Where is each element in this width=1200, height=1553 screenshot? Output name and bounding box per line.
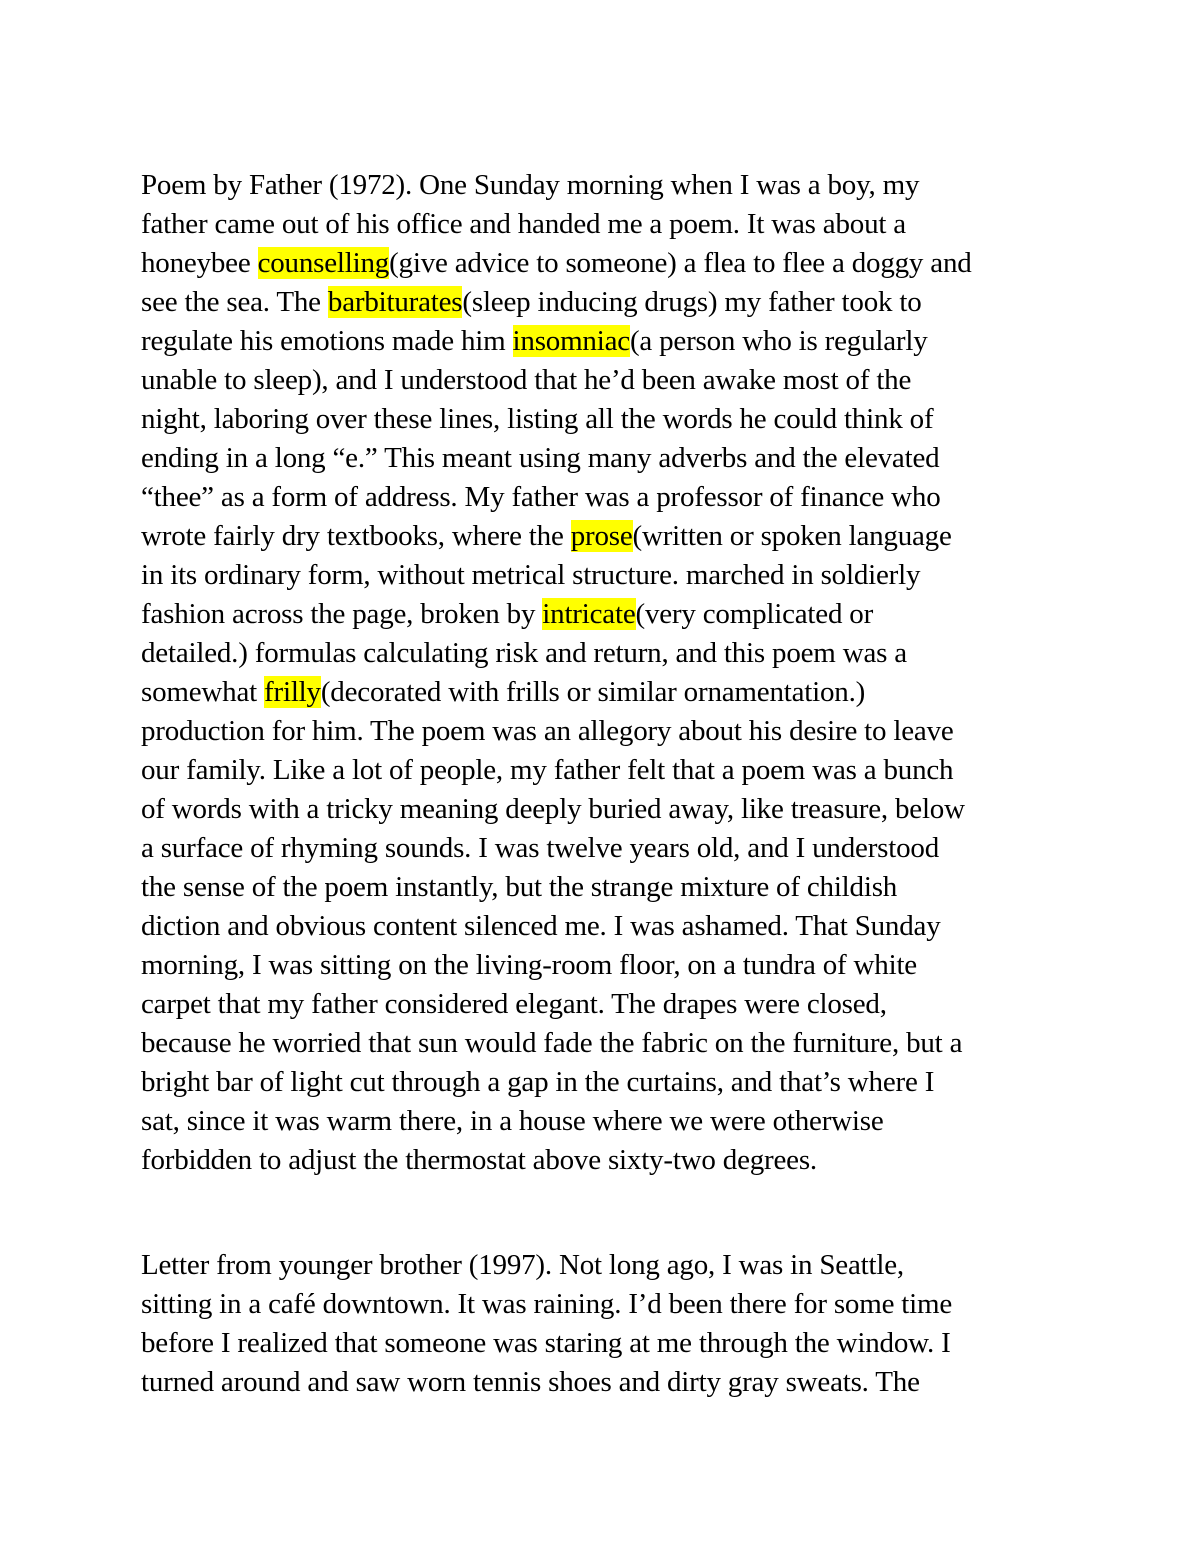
text-segment: ending in a long “e.” This meant using many adverbs and the elevated <box>141 442 940 474</box>
text-segment: somewhat <box>141 676 265 708</box>
text-segment: detailed.) formulas calculating risk and return, and this poem was a <box>141 637 907 669</box>
text-segment: “thee” as a form of address. My father was a professor of finance who <box>141 481 941 513</box>
text-line <box>141 556 1101 595</box>
text-line <box>141 1102 1101 1141</box>
text-segment: unable to sleep), and I understood that he’d been awake most of the <box>141 364 912 396</box>
text-line <box>141 439 1101 478</box>
text-segment: sitting in a café downtown. It was raining. I’d been there for some time <box>141 1288 953 1320</box>
text-line <box>141 829 1101 868</box>
text-line <box>141 205 1101 244</box>
text-line <box>141 478 1101 517</box>
text-segment: (very complicated or <box>635 598 874 630</box>
paragraph-poem-by-father <box>141 166 1101 1180</box>
text-line <box>141 985 1101 1024</box>
text-line <box>141 868 1101 907</box>
text-segment: in its ordinary form, without metrical structure. marched in soldierly <box>141 559 921 591</box>
text-line <box>141 751 1101 790</box>
text-line <box>141 166 1101 205</box>
text-line <box>141 400 1101 439</box>
text-line <box>141 517 1101 556</box>
text-line <box>141 673 1101 712</box>
text-line <box>141 1285 1101 1324</box>
text-segment: honeybee <box>141 247 258 279</box>
text-segment: see the sea. The <box>141 286 328 318</box>
text-line <box>141 361 1101 400</box>
text-segment: Letter from younger brother (1997). Not long ago, I was in Seattle, <box>141 1249 904 1281</box>
highlighted-term: intricate <box>542 598 636 630</box>
highlighted-term: frilly <box>264 676 321 708</box>
text-segment: night, laboring over these lines, listing all the words he could think of <box>141 403 934 435</box>
highlighted-term: prose <box>570 520 633 552</box>
text-line <box>141 1324 1101 1363</box>
text-segment: morning, I was sitting on the living-room floor, on a tundra of white <box>141 949 917 981</box>
text-line <box>141 790 1101 829</box>
text-segment: production for him. The poem was an allegory about his desire to leave <box>141 715 954 747</box>
text-line <box>141 244 1101 283</box>
text-line <box>141 595 1101 634</box>
highlighted-term: insomniac <box>512 325 630 357</box>
paragraph-letter-from-younger-brother <box>141 1246 1101 1402</box>
text-segment: turned around and saw worn tennis shoes and dirty gray sweats. The <box>141 1366 920 1398</box>
text-line <box>141 322 1101 361</box>
text-segment: (written or spoken language <box>632 520 952 552</box>
text-segment: (sleep inducing drugs) my father took to <box>462 286 922 318</box>
text-segment: Poem by Father (1972). One Sunday morning when I was a boy, my <box>141 169 920 201</box>
text-segment: our family. Like a lot of people, my father felt that a poem was a bunch <box>141 754 954 786</box>
highlighted-term: barbiturates <box>327 286 463 318</box>
text-segment: (decorated with frills or similar ornamentation.) <box>320 676 866 708</box>
text-segment: (give advice to someone) a flea to flee a doggy and <box>389 247 972 279</box>
text-segment: of words with a tricky meaning deeply buried away, like treasure, below <box>141 793 965 825</box>
text-segment: forbidden to adjust the thermostat above sixty-two degrees. <box>141 1144 817 1176</box>
text-segment: a surface of rhyming sounds. I was twelve years old, and I understood <box>141 832 939 864</box>
text-segment: carpet that my father considered elegant. The drapes were closed, <box>141 988 887 1020</box>
text-segment: regulate his emotions made him <box>141 325 513 357</box>
text-segment: father came out of his office and handed me a poem. It was about a <box>141 208 906 240</box>
text-segment: bright bar of light cut through a gap in the curtains, and that’s where I <box>141 1066 935 1098</box>
text-line <box>141 283 1101 322</box>
text-segment: before I realized that someone was staring at me through the window. I <box>141 1327 951 1359</box>
text-segment: (a person who is regularly <box>629 325 928 357</box>
text-segment: because he worried that sun would fade the fabric on the furniture, but a <box>141 1027 963 1059</box>
text-line <box>141 946 1101 985</box>
text-line <box>141 634 1101 673</box>
text-line <box>141 1246 1101 1285</box>
text-line <box>141 1141 1101 1180</box>
highlighted-term: counselling <box>257 247 390 279</box>
text-line <box>141 1363 1101 1402</box>
text-segment: sat, since it was warm there, in a house where we were otherwise <box>141 1105 884 1137</box>
text-segment: fashion across the page, broken by <box>141 598 543 630</box>
text-line <box>141 712 1101 751</box>
text-line <box>141 1063 1101 1102</box>
text-line <box>141 907 1101 946</box>
text-segment: the sense of the poem instantly, but the strange mixture of childish <box>141 871 898 903</box>
text-line <box>141 1024 1101 1063</box>
text-segment: diction and obvious content silenced me. I was ashamed. That Sunday <box>141 910 941 942</box>
text-segment: wrote fairly dry textbooks, where the <box>141 520 571 552</box>
